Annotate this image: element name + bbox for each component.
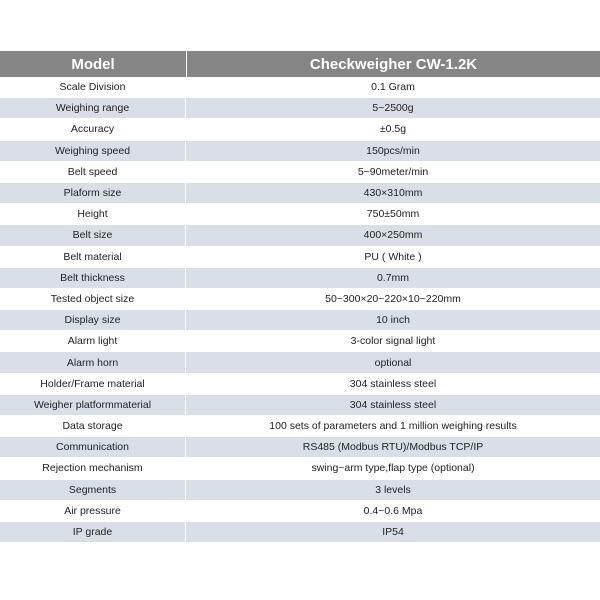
spec-value: 10 inch [376, 314, 410, 327]
spec-value: 400×250mm [363, 229, 423, 242]
spec-value: 5~90meter/min [357, 165, 429, 178]
header-model-label: Model [0, 51, 187, 77]
spec-label: Segments [0, 480, 186, 500]
spec-value: optional [374, 356, 412, 369]
spec-label: Weighing range [0, 98, 186, 118]
table-row [0, 501, 600, 522]
table-body [0, 77, 600, 543]
spec-value: 304 stainless steel [349, 398, 437, 411]
spec-value: 100 sets of parameters and 1 million weighing results [269, 420, 517, 433]
table-row [0, 119, 600, 140]
spec-label: Plaform size [0, 183, 186, 203]
table-row [0, 331, 600, 352]
table-row [0, 395, 600, 416]
header-model-name: Checkweigher CW-1.2K [309, 55, 478, 73]
spec-label: Weighing speed [0, 141, 186, 161]
table-header [0, 51, 600, 77]
table-row [0, 141, 600, 162]
spec-label: Height [0, 204, 186, 224]
spec-label: Rejection mechanism [0, 458, 186, 478]
spec-value: 0.7mm [376, 271, 410, 284]
table-row [0, 437, 600, 458]
spec-value: 304 stainless steel [349, 377, 437, 390]
spec-label: Belt material [0, 247, 186, 267]
spec-value: 430×310mm [363, 187, 423, 200]
table-row [0, 374, 600, 395]
spec-label: Tested object size [0, 289, 186, 309]
table-row [0, 225, 600, 246]
table-row [0, 77, 600, 98]
spec-value: swing~arm type,flap type (optional) [311, 462, 475, 475]
spec-value: 0.1 Gram [371, 81, 415, 94]
spec-label: Belt size [0, 225, 186, 245]
spec-label: IP grade [0, 522, 186, 542]
spec-label: Belt speed [0, 162, 186, 182]
spec-value: 50~300×20~220×10~220mm [325, 292, 461, 305]
table-row [0, 204, 600, 225]
spec-value: 3 levels [375, 483, 411, 496]
spec-value: 150pcs/min [366, 144, 420, 157]
spec-label: Alarm light [0, 331, 186, 351]
table-row [0, 522, 600, 543]
table-row [0, 352, 600, 373]
table-row [0, 183, 600, 204]
spec-label: Alarm horn [0, 352, 186, 372]
spec-label: Belt thickness [0, 268, 186, 288]
table-row [0, 289, 600, 310]
table-row [0, 416, 600, 437]
spec-label: Accuracy [0, 119, 186, 139]
spec-label: Scale Division [0, 77, 186, 97]
spec-value: ±0.5g [379, 123, 407, 136]
table-row [0, 247, 600, 268]
table-row [0, 310, 600, 331]
spec-label: Holder/Frame material [0, 374, 186, 394]
table-row [0, 162, 600, 183]
spec-value: RS485 (Modbus RTU)/Modbus TCP/IP [302, 441, 484, 454]
table-row [0, 458, 600, 479]
spec-value: 5~2500g [372, 102, 414, 115]
spec-value: IP54 [382, 526, 404, 539]
spec-value: 750±50mm [366, 208, 420, 221]
table-row [0, 480, 600, 501]
spec-label: Air pressure [0, 501, 186, 521]
spec-label: Communication [0, 437, 186, 457]
spec-label: Display size [0, 310, 186, 330]
spec-value: 3-color signal light [350, 335, 436, 348]
spec-label: Weigher platformmaterial [0, 395, 186, 415]
spec-label: Data storage [0, 416, 186, 436]
table-row [0, 268, 600, 289]
spec-value: 0.4~0.6 Mpa [363, 504, 423, 517]
spec-table [0, 51, 600, 543]
table-row [0, 98, 600, 119]
spec-value: PU ( White ) [364, 250, 422, 263]
